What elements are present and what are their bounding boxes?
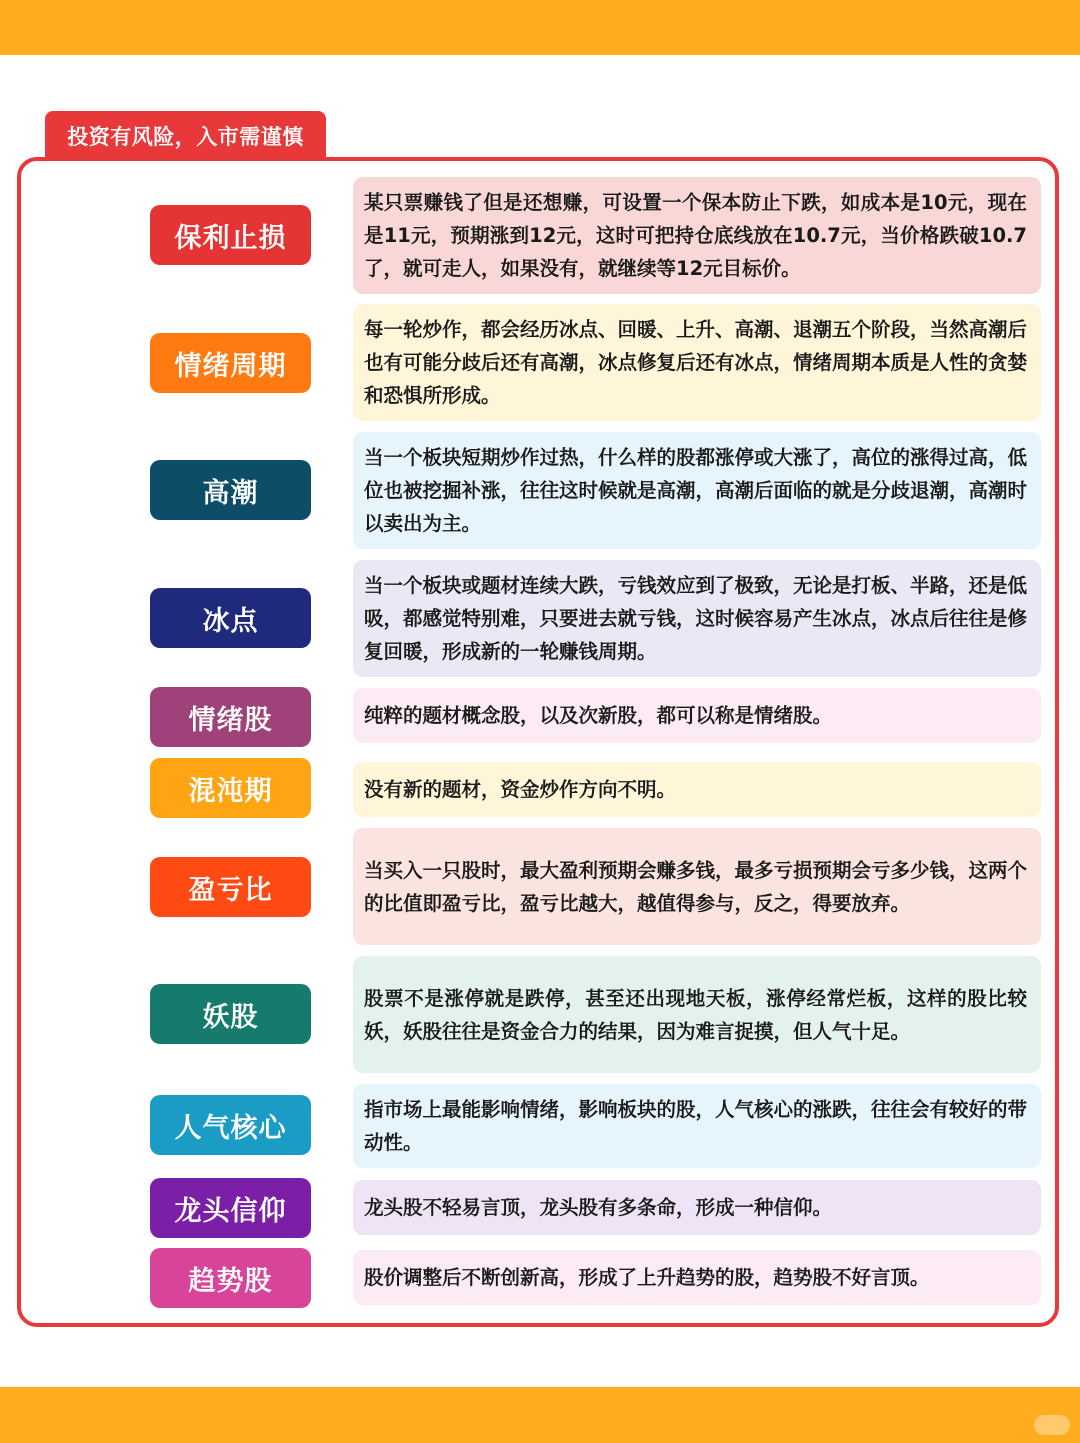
term-label: 冰点 (150, 588, 311, 648)
term-description-box (353, 688, 1041, 743)
term-description-box (353, 1180, 1041, 1235)
term-description: 龙头股不轻易言顶，龙头股有多条命，形成一种信仰。 (364, 1196, 833, 1219)
term-description-box (353, 828, 1041, 945)
term-label: 人气核心 (150, 1095, 311, 1155)
term-description: 股票不是涨停就是跌停，甚至还出现地天板，涨停经常烂板，这样的股比较妖，妖股往往是资金合力的结果，因为难言捉摸，但人气十足。 (364, 986, 1027, 1043)
bottom-decor-bar (0, 1387, 1080, 1443)
term-description: 当买入一只股时，最大盈利预期会赚多钱，最多亏损预期会亏多少钱，这两个的比值即盈亏比，盈亏比越大，越值得参与，反之，得要放弃。 (364, 858, 1028, 915)
term-description: 股价调整后不断创新高，形成了上升趋势的股，趋势股不好言顶。 (364, 1266, 930, 1289)
term-label: 情绪股 (150, 687, 311, 747)
term-description: 当一个板块短期炒作过热，什么样的股都涨停或大涨了，高位的涨得过高，低位也被挖掘补涨，往往这时候就是高潮，高潮后面临的就是分歧退潮，高潮时以卖出为主。 (364, 446, 1028, 535)
term-description-box (353, 432, 1041, 549)
term-description: 某只票赚钱了但是还想赚，可设置一个保本防止下跌，如成本是10元，现在是11元，预期涨到12元，这时可把持仓底线放在10.7元，当价格跌破10.7了，就可走人，如果没有，就继续等12元目标价。 (364, 191, 1027, 280)
top-decor-bar (0, 0, 1080, 55)
term-label: 盈亏比 (150, 857, 311, 917)
term-label: 龙头信仰 (150, 1178, 311, 1238)
term-description-box (353, 177, 1041, 294)
term-label: 情绪周期 (150, 333, 311, 393)
term-label: 趋势股 (150, 1248, 311, 1308)
term-description: 没有新的题材，资金炒作方向不明。 (364, 778, 677, 801)
term-description-box (353, 956, 1041, 1073)
term-description-box (353, 304, 1041, 421)
term-description-box (353, 1084, 1041, 1168)
term-description: 每一轮炒作，都会经历冰点、回暖、上升、高潮、退潮五个阶段，当然高潮后也有可能分歧后还有高潮，冰点修复后还有冰点，情绪周期本质是人性的贪婪和恐惧所形成。 (364, 318, 1028, 407)
term-description: 当一个板块或题材连续大跌，亏钱效应到了极致，无论是打板、半路，还是低吸，都感觉特别难，只要进去就亏钱，这时候容易产生冰点，冰点后往往是修复回暖，形成新的一轮赚钱周期。 (364, 574, 1028, 663)
term-label: 高潮 (150, 460, 311, 520)
term-label: 保利止损 (150, 205, 311, 265)
term-description-box (353, 1250, 1041, 1305)
term-description: 指市场上最能影响情绪，影响板块的股，人气核心的涨跌，往往会有较好的带动性。 (364, 1098, 1028, 1154)
term-label: 混沌期 (150, 758, 311, 818)
term-description-box (353, 560, 1041, 677)
term-description-box (353, 762, 1041, 817)
term-label: 妖股 (150, 984, 311, 1044)
risk-warning-tab: 投资有风险，入市需谨慎 (45, 111, 326, 161)
watermark-badge (1034, 1415, 1070, 1435)
term-description: 纯粹的题材概念股，以及次新股，都可以称是情绪股。 (364, 704, 833, 727)
